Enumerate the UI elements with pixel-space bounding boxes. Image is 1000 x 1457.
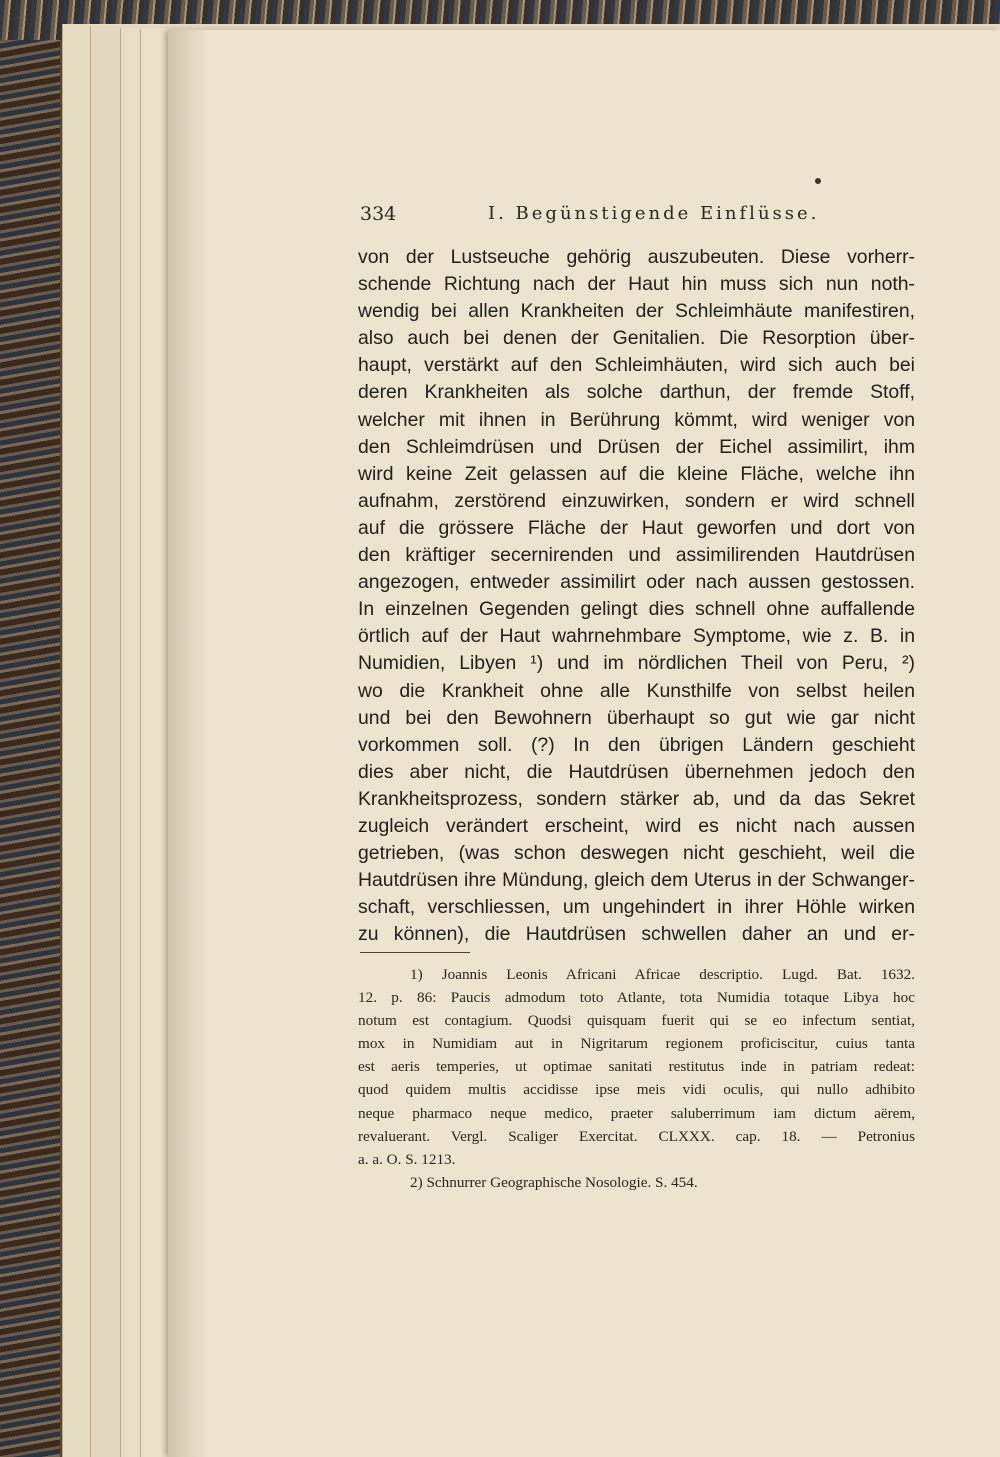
body-line: also auch bei denen der Genitalien. Die Resorption über-: [358, 327, 915, 350]
footnote-line: a. a. O. S. 1213.: [358, 1150, 456, 1168]
body-line: von der Lustseuche gehörig auszubeuten. Diese vorherr-: [358, 246, 915, 268]
book-binding: [0, 0, 60, 1457]
body-line: wird keine Zeit gelassen auf die kleine Fläche, welche ihn: [358, 462, 915, 485]
footnote-line: 12. p. 86: Paucis admodum toto Atlante, tota Numidia totaque Libya hoc: [358, 989, 915, 1007]
body-line: den kräftiger secernirenden und assimilirenden Hautdrüsen: [358, 544, 915, 567]
body-line: zu können), die Hautdrüsen schwellen daher an und er-: [358, 923, 915, 946]
body-line: auf die grössere Fläche der Haut geworfen und dort von: [358, 516, 915, 539]
body-line: getrieben, (was schon deswegen nicht geschieht, weil die: [358, 842, 915, 865]
body-line: dies aber nicht, die Hautdrüsen übernehmen jedoch den: [358, 760, 915, 783]
footnote-line: mox in Numidiam aut in Nigritarum regionem proficiscitur, cuius tanta: [358, 1035, 915, 1053]
body-line: vorkommen soll. (?) In den übrigen Ländern geschieht: [358, 733, 915, 756]
page-number: 334: [360, 203, 397, 225]
footnote-line: notum est contagium. Quodsi quisquam fuerit qui se eo infectum sentiat,: [358, 1012, 915, 1030]
footnote-1: [358, 963, 915, 1171]
body-line: schende Richtung nach der Haut hin muss sich nun noth-: [358, 273, 915, 296]
body-line: deren Krankheiten als solche darthun, der fremde Stoff,: [358, 381, 915, 404]
footnote-line: est aeris temperies, ut optimae sanitati restitutus inde in patriam redeat:: [358, 1058, 915, 1076]
footnote-line: quod quidem multis accidisse ipse meis vidi oculis, qui nullo adhibito: [358, 1081, 915, 1099]
body-line: wo die Krankheit ohne alle Kunsthilfe von selbst heilen: [358, 679, 915, 702]
footnote-2: 2) Schnurrer Geographische Nosologie. S. 454.: [410, 1173, 698, 1191]
body-line: angezogen, entweder assimilirt oder nach aussen gestossen.: [358, 571, 915, 594]
footnote-rule: [360, 952, 470, 953]
body-line: aufnahm, zerstörend einzuwirken, sondern er wird schnell: [358, 489, 915, 512]
body-line: In einzelnen Gegenden gelingt dies schnell ohne auffallende: [358, 598, 915, 621]
footnotes: [358, 963, 915, 1194]
running-head: I. Begünstigende Einflüsse.: [488, 203, 820, 224]
body-line: den Schleimdrüsen und Drüsen der Eichel assimilirt, ihm: [358, 435, 915, 458]
print-mark: [815, 178, 821, 184]
footnote-line: revaluerant. Vergl. Scaliger Exercitat. CLXXX. cap. 18. — Petronius: [358, 1127, 915, 1145]
body-line: und bei den Bewohnern überhaupt so gut wie gar nicht: [358, 706, 915, 729]
body-text: [358, 244, 915, 948]
body-line: Krankheitsprozess, sondern stärker ab, und da das Sekret: [358, 787, 915, 810]
body-line: Numidien, Libyen ¹) und im nördlichen Theil von Peru, ²): [358, 652, 915, 675]
body-line: haupt, verstärkt auf den Schleimhäuten, wird sich auch bei: [358, 354, 915, 377]
body-line: zugleich verändert erscheint, wird es nicht nach aussen: [358, 814, 915, 837]
footnote-line: 1) Joannis Leonis Africani Africae descriptio. Lugd. Bat. 1632.: [410, 966, 915, 983]
body-line: örtlich auf der Haut wahrnehmbare Symptome, wie z. B. in: [358, 625, 915, 648]
body-line: welcher mit ihnen in Berührung kömmt, wird weniger von: [358, 408, 915, 431]
body-line: Hautdrüsen ihre Mündung, gleich dem Uterus in der Schwanger-: [358, 869, 915, 892]
page-header: [360, 203, 915, 227]
footnote-line: neque pharmaco neque medico, praeter saluberrimum iam dictum aërem,: [358, 1104, 915, 1122]
body-line: schaft, verschliessen, um ungehindert in ihrer Höhle wirken: [358, 896, 915, 919]
body-line: wendig bei allen Krankheiten der Schleimhäute manifestiren,: [358, 300, 915, 323]
